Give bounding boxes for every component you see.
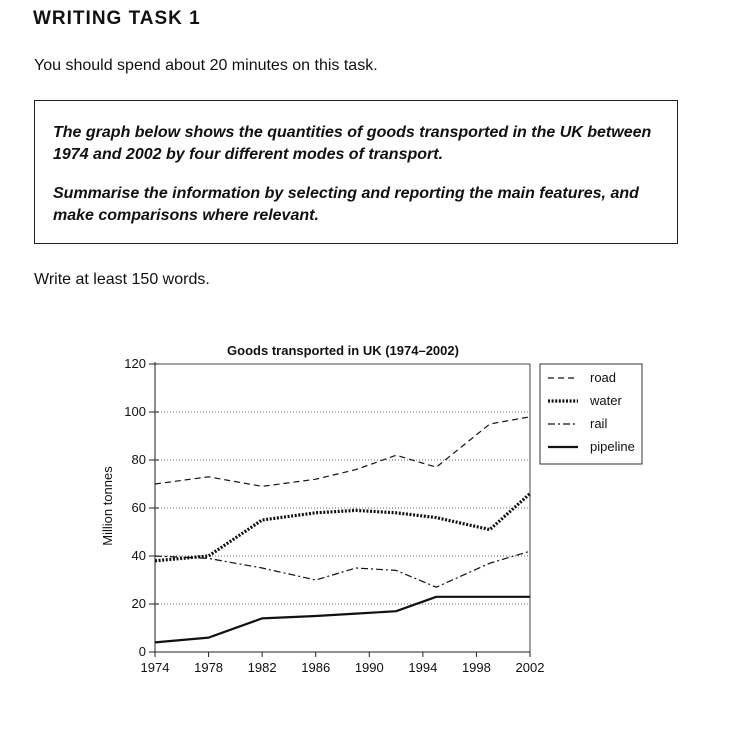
series-lines xyxy=(155,417,530,643)
chart-legend xyxy=(540,364,642,464)
x-tick-label: 1986 xyxy=(301,660,331,675)
x-tick-label: 1974 xyxy=(140,660,170,675)
y-tick-label: 20 xyxy=(131,596,146,611)
y-axis-label: Million tonnes xyxy=(100,466,115,546)
y-tick-label: 40 xyxy=(131,548,146,563)
x-tick-label: 1994 xyxy=(408,660,438,675)
x-tick-label: 1990 xyxy=(354,660,384,675)
instruction-text: You should spend about 20 minutes on this task. xyxy=(34,57,378,74)
y-tick-label: 60 xyxy=(131,500,146,515)
y-tick-label: 0 xyxy=(138,644,146,659)
legend-label-water: water xyxy=(590,393,622,408)
series-line-road xyxy=(155,417,530,487)
grid-lines xyxy=(155,412,530,604)
chart-title: Goods transported in UK (1974–2002) xyxy=(227,343,459,358)
series-line-water xyxy=(155,494,530,561)
task-prompt-instruction: Summarise the information by selecting and reporting the main features, and make comparisons where relevant. xyxy=(53,185,639,224)
legend-label-road: road xyxy=(590,370,617,385)
y-tick-label: 120 xyxy=(124,356,146,371)
y-tick-label: 80 xyxy=(131,452,146,467)
x-tick-label: 1998 xyxy=(461,660,491,675)
page-heading: WRITING TASK 1 xyxy=(33,8,201,29)
legend-label-pipeline: pipeline xyxy=(590,439,635,454)
legend-label-rail: rail xyxy=(590,416,608,431)
series-line-rail xyxy=(155,551,530,587)
x-tick-label: 1978 xyxy=(194,660,224,675)
x-tick-label: 2002 xyxy=(515,660,545,675)
word-count-instruction: Write at least 150 words. xyxy=(34,271,210,288)
task-prompt-box xyxy=(34,100,678,244)
line-chart xyxy=(0,330,740,690)
task-prompt-description: The graph below shows the quantities of goods transported in the UK between 1974 and 2002 by four different modes of transport. xyxy=(53,124,652,163)
y-tick-label: 100 xyxy=(124,404,146,419)
x-tick-label: 1982 xyxy=(247,660,277,675)
axes xyxy=(124,356,544,675)
